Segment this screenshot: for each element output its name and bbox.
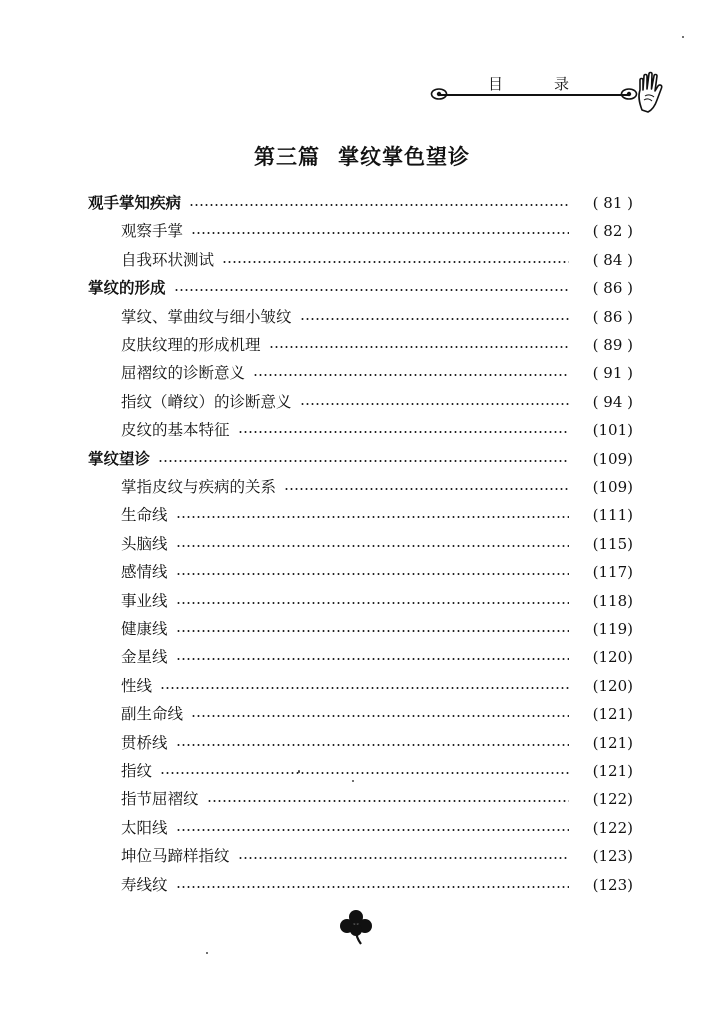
toc-entry-page: (120) — [592, 648, 633, 667]
toc-entry — [121, 815, 633, 841]
toc-entry-page: ( 91 ) — [592, 364, 633, 383]
dot-leader — [191, 715, 569, 717]
toc-entry — [121, 559, 633, 585]
toc-entry-page: ( 81 ) — [592, 194, 633, 212]
toc-entry — [121, 843, 633, 869]
toc-entry-title: 观察手掌 — [121, 222, 184, 241]
header-title-char-2: 录 — [554, 75, 570, 93]
clover-icon — [336, 906, 376, 946]
toc-entry-title: 屈褶纹的诊断意义 — [121, 364, 246, 383]
dot-leader — [238, 857, 569, 859]
toc-entry — [88, 190, 633, 216]
toc-entry-title: 掌纹的形成 — [88, 278, 166, 298]
dot-leader — [176, 829, 569, 831]
dot-leader — [191, 232, 569, 234]
toc-entry — [121, 758, 633, 784]
toc-entry — [121, 247, 633, 273]
dot-leader — [238, 431, 569, 433]
toc-entry — [88, 275, 633, 301]
toc-entry-page: ( 86 ) — [592, 307, 633, 326]
toc-entry — [121, 616, 633, 642]
toc-entry-page: (109) — [592, 478, 633, 496]
toc-entry-page: (117) — [592, 563, 633, 582]
toc-entry-page: ( 86 ) — [592, 279, 633, 298]
toc-entry — [121, 644, 633, 670]
toc-entry-title: 指纹（嵴纹）的诊断意义 — [121, 392, 292, 411]
toc-entry — [121, 304, 633, 330]
toc-entry-page: (121) — [592, 733, 633, 752]
toc-entry-page: (118) — [592, 591, 633, 610]
section-name: 掌纹掌色望诊 — [338, 144, 470, 169]
toc-entry — [88, 446, 633, 472]
toc-entry-page: ( 84 ) — [592, 250, 633, 269]
toc-entry-page: (121) — [592, 762, 633, 780]
dot-leader — [176, 516, 569, 518]
toc-entry-title: 太阳线 — [121, 818, 168, 837]
toc-entry-page: (115) — [592, 534, 633, 553]
toc-entry-title: 金星线 — [121, 648, 168, 667]
toc-entry — [121, 673, 633, 699]
toc-entry — [121, 474, 633, 500]
toc-entry-page: (123) — [592, 847, 633, 866]
dot-leader — [253, 374, 569, 376]
toc-entry — [121, 588, 633, 614]
toc-entry-page: (119) — [592, 620, 633, 638]
toc-entry-title: 观手掌知疾病 — [88, 193, 182, 212]
section-title — [0, 142, 724, 172]
dot-leader — [189, 204, 569, 206]
dot-leader — [176, 886, 569, 888]
toc-entry-page: (121) — [592, 705, 633, 724]
toc-entry-page: (122) — [592, 790, 633, 809]
toc-entry — [121, 531, 633, 557]
toc-entry-title: 头脑线 — [121, 534, 168, 553]
toc-entry — [121, 701, 633, 727]
dot-leader — [300, 318, 569, 320]
toc-entry-title: 指节屈褶纹 — [121, 790, 199, 809]
toc-entry — [121, 502, 633, 528]
scan-speck — [206, 952, 208, 954]
toc-entry-title: 副生命线 — [121, 705, 184, 724]
toc-entry-title: 事业线 — [121, 591, 168, 610]
toc-entry-title: 贯桥线 — [121, 733, 168, 752]
toc-entry — [121, 417, 633, 443]
toc-entry-title: 感情线 — [121, 563, 168, 582]
toc-entry-page: ( 89 ) — [592, 336, 633, 354]
dot-leader — [176, 573, 569, 575]
toc-entry-page: (122) — [592, 818, 633, 837]
toc-entry — [121, 360, 633, 386]
header-title-char-1: 目 — [488, 75, 504, 93]
toc-entry-title: 自我环状测试 — [121, 250, 215, 269]
scan-speck — [298, 770, 300, 773]
toc-entry-title: 性线 — [121, 676, 153, 695]
dot-leader — [160, 772, 569, 774]
toc-entry-page: (109) — [592, 449, 633, 468]
running-header — [430, 70, 670, 120]
dot-leader — [300, 403, 569, 405]
toc-entry-page: ( 82 ) — [592, 222, 633, 241]
toc-entry — [121, 730, 633, 756]
toc-entry-title: 健康线 — [121, 620, 168, 638]
dot-leader — [176, 602, 569, 604]
toc-entry-page: (123) — [592, 875, 633, 894]
dot-leader — [207, 800, 569, 802]
dot-leader — [160, 687, 569, 689]
toc-entry — [121, 332, 633, 358]
dot-leader — [176, 658, 569, 660]
dot-leader — [269, 346, 569, 348]
toc-entry-title: 指纹 — [121, 762, 153, 780]
toc-entry-page: ( 94 ) — [592, 392, 633, 411]
toc-entry-page: (120) — [592, 676, 633, 695]
dot-leader — [174, 289, 569, 291]
dot-leader — [176, 744, 569, 746]
hand-palm-icon — [634, 70, 670, 114]
toc-entry — [121, 389, 633, 415]
scroll-ornament-icon — [430, 84, 448, 100]
toc-entry-title: 掌纹、掌曲纹与细小皱纹 — [121, 307, 292, 326]
toc-entry-title: 坤位马蹄样指纹 — [121, 847, 230, 866]
toc-entry-page: (101) — [592, 421, 633, 440]
toc-entry — [121, 218, 633, 244]
dot-leader — [176, 545, 569, 547]
scan-speck — [682, 36, 684, 38]
dot-leader — [158, 460, 569, 462]
toc-entry-title: 皮纹的基本特征 — [121, 421, 230, 440]
header-rule — [440, 94, 630, 96]
dot-leader — [176, 630, 569, 632]
dot-leader — [284, 488, 569, 490]
toc-entry-title: 寿线纹 — [121, 875, 168, 894]
toc-entry — [121, 872, 633, 898]
section-part: 第三篇 — [254, 144, 320, 169]
dot-leader — [222, 261, 569, 263]
toc-entry-page: (111) — [592, 506, 633, 525]
toc-entry — [121, 786, 633, 812]
toc-entry-title: 皮肤纹理的形成机理 — [121, 336, 261, 354]
toc-entry-title: 掌纹望诊 — [88, 448, 151, 468]
toc-entry-title: 掌指皮纹与疾病的关系 — [121, 478, 277, 496]
toc-entry-title: 生命线 — [121, 506, 168, 525]
scan-speck — [352, 780, 354, 782]
